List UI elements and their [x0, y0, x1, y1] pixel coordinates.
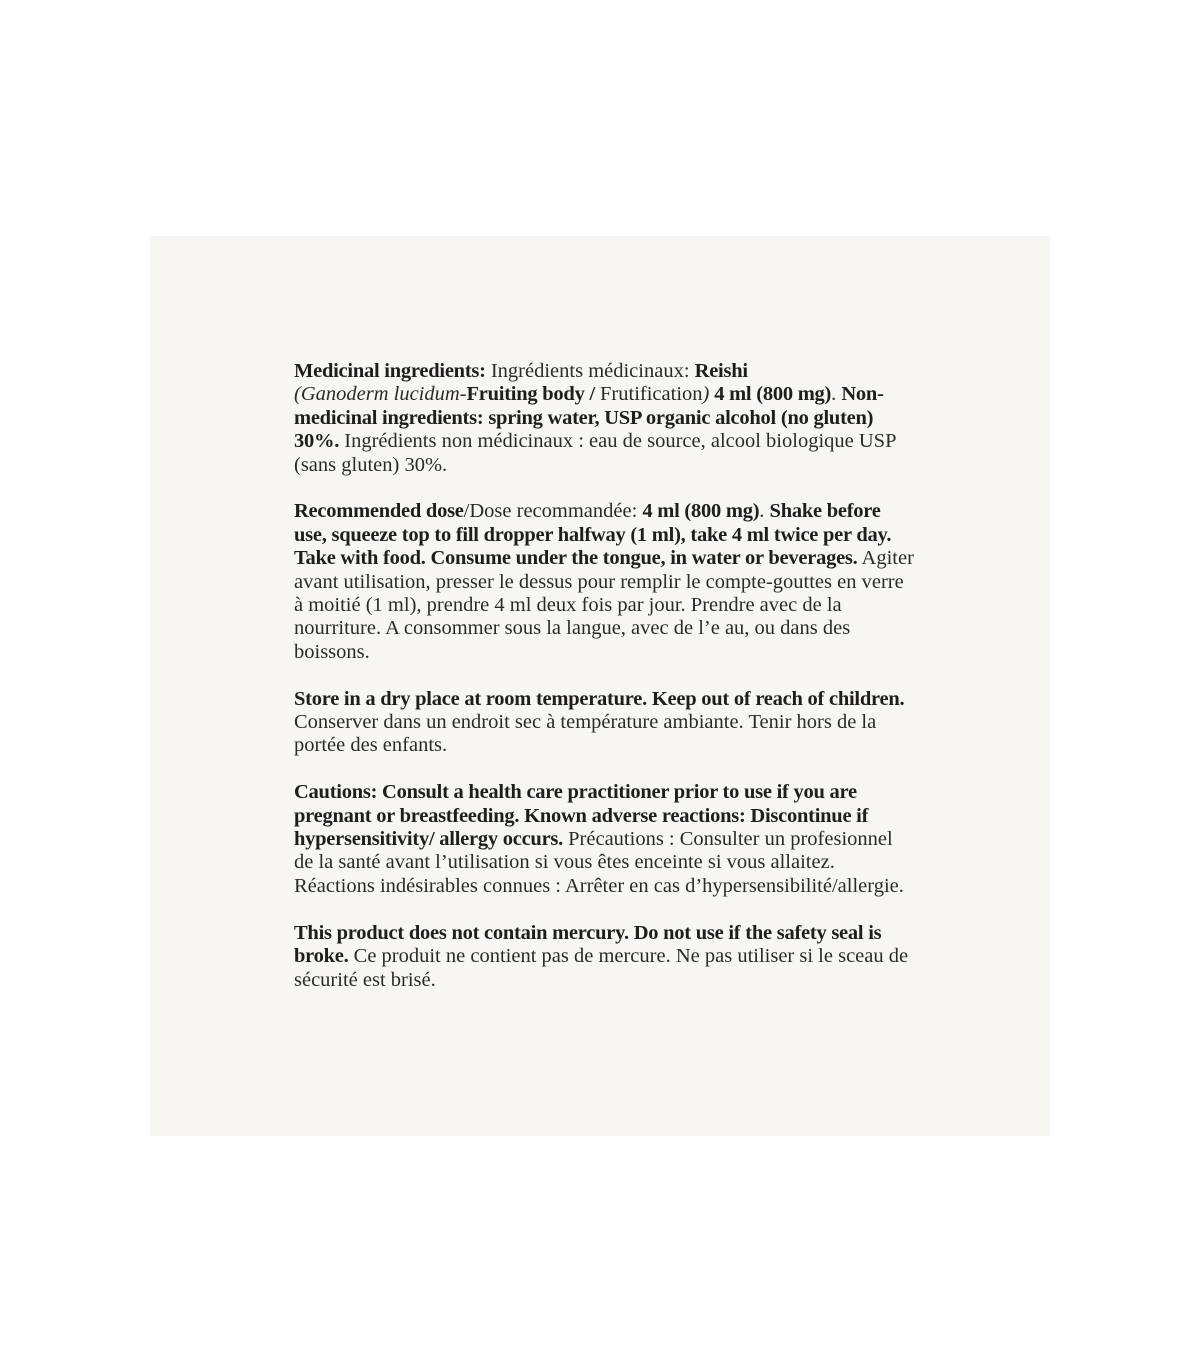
ingredient-period: . [831, 383, 837, 406]
ingredients-heading-fr: Ingrédients médicinaux: [485, 360, 695, 382]
cautions-paragraph [294, 781, 914, 898]
dose-amount: 4 ml (800 mg) [642, 500, 760, 523]
dose-paragraph [294, 500, 914, 664]
mercury-text: This product does not contain mercury. Do not use if the safety seal is broke. [294, 921, 882, 968]
ingredients-heading: Medicinal ingredients: [294, 360, 486, 382]
ingredients-paragraph [294, 360, 914, 477]
label-text [294, 360, 914, 1015]
non-medicinal-ingredients-fr: Ingrédients non médicinaux : eau de source, alcool biologique USP (sans gluten) 30%. [294, 430, 896, 476]
mercury-paragraph [294, 922, 914, 992]
ingredient-part-fr: Frutification [594, 383, 703, 406]
label-panel [150, 236, 1050, 1136]
storage-text-fr: Conserver dans un endroit sec à température ambiante. Tenir hors de la portée des enfants. [294, 711, 877, 757]
cautions-text-fr: Précautions : Consulter un profesionnel de la santé avant l’utilisation si vous êtes enceinte si vous allaitez. Réactions indésirables connues : Arrêter en cas d’hypersensibilité/allergie. [294, 828, 904, 897]
mercury-text-fr: Ce produit ne contient pas de mercure. Ne pas utiliser si le sceau de sécurité est brisé. [294, 945, 909, 991]
cautions-text: Cautions: Consult a health care practitioner prior to use if you are pregnant or breastfeeding. Known adverse reactions: Discontinue if hypersensitivity/ allergy occurs. [294, 781, 869, 851]
ingredient-paren-close: ) [702, 383, 710, 406]
ingredient-name: Reishi [694, 360, 748, 382]
non-medicinal-ingredients: Non-medicinal ingredients: spring water, USP organic alcohol (no gluten) 30%. [294, 383, 884, 453]
ingredient-amount: 4 ml (800 mg) [709, 383, 832, 406]
ingredient-part: Fruiting body / [466, 383, 595, 406]
ingredient-latin-name: (Ganoderm lucidum- [294, 383, 467, 406]
dose-directions: Shake before use, squeeze top to fill dropper halfway (1 ml), take 4 ml twice per day. Take with food. Consume under the tongue, in water or beverages. [294, 500, 892, 570]
storage-text: Store in a dry place at room temperature. Keep out of reach of children. [294, 687, 905, 710]
dose-heading-fr: /Dose recommandée: [463, 500, 643, 523]
storage-paragraph [294, 688, 914, 758]
dose-period: . [759, 500, 770, 523]
dose-heading: Recommended dose [294, 500, 464, 523]
dose-directions-fr: Agiter avant utilisation, presser le dessus pour remplir le compte-gouttes en verre à moitié (1 ml), prendre 4 ml deux fois par jour. Prendre avec de la nourriture. A consommer sous la langue, avec de l’e au, ou dans des boissons. [294, 547, 914, 663]
